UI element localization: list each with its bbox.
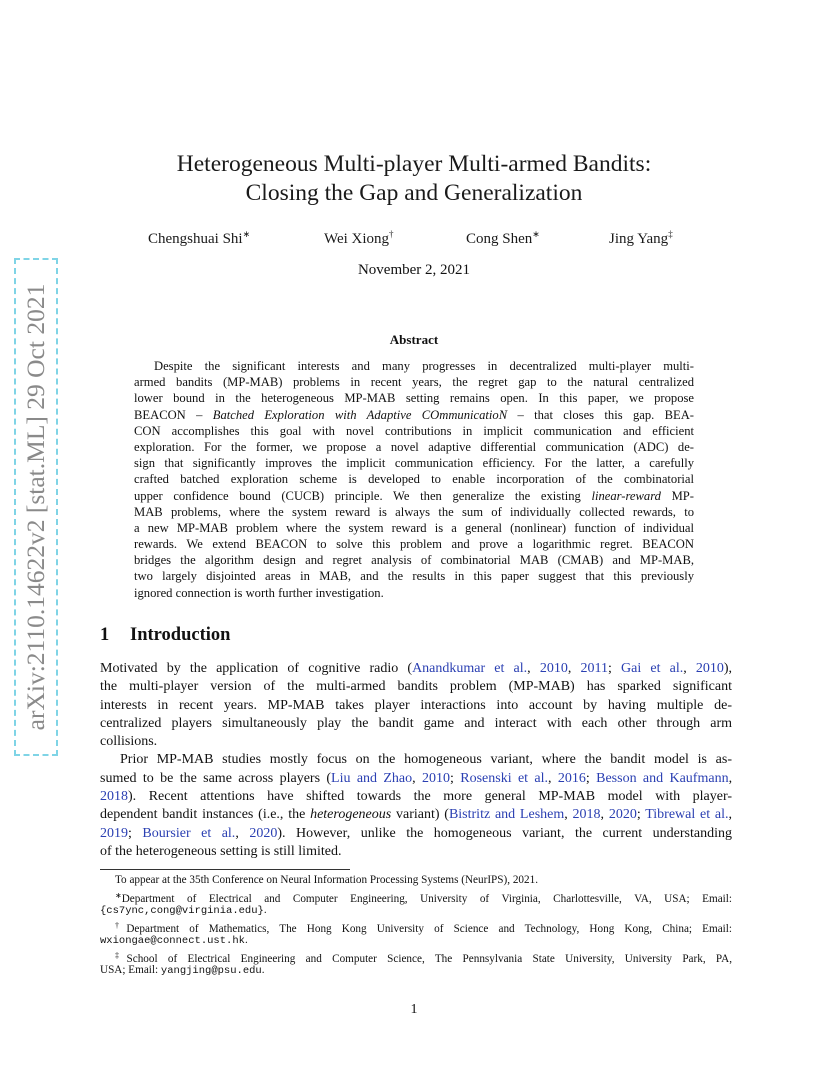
abstract-body — [134, 358, 694, 601]
citation-link[interactable]: 2010 — [422, 770, 451, 786]
abstract-line: sign that significantly improves the implicit communication efficiency. For the latter, a carefully — [134, 456, 694, 471]
abstract-line: crafted batched exploration scheme is developed to enable incorporation of the combinatorial — [134, 472, 694, 487]
intro-line: centralized players simultaneously play the bandit game and interact with each other through arm — [100, 715, 732, 731]
citation-link[interactable]: Anandkumar et al. — [412, 661, 528, 676]
emphasis: linear-reward — [591, 488, 661, 503]
footnote-1-email[interactable]: {cs7ync,cong@virginia.edu} — [100, 905, 264, 917]
emphasis: Batched Exploration with Adaptive COmmunicatioN — [212, 407, 508, 422]
footnote-1 — [100, 888, 732, 903]
abstract-line: CON accomplishes this goal with novel contributions in implicit communication and efficient — [134, 423, 694, 438]
author-3 — [466, 229, 540, 248]
footnote-venue: To appear at the 35th Conference on Neural Information Processing Systems (NeurIPS), 2021. — [115, 874, 538, 886]
author-mark: ∗ — [242, 229, 251, 239]
citation-link[interactable]: 2011 — [580, 661, 608, 676]
intro-line: the multi-player version of the multi-armed bandits problem (MP-MAB) has sparked significant — [100, 679, 732, 695]
author-2 — [324, 229, 394, 248]
introduction-body — [100, 660, 732, 861]
footnotes — [100, 873, 732, 978]
footnote-2 — [100, 918, 732, 933]
citation-link[interactable]: Besson and Kaufmann — [596, 770, 729, 786]
author-name: Cong Shen — [466, 231, 533, 247]
author-name: Wei Xiong — [324, 231, 390, 247]
title-line-2: Closing the Gap and Generalization — [245, 180, 583, 206]
citation-link[interactable]: Liu and Zhao — [331, 770, 413, 786]
author-4 — [609, 229, 673, 248]
footnote-2-email[interactable]: wxiongae@connect.ust.hk — [100, 935, 245, 947]
abstract-line: upper confidence bound (CUCB) principle. We then generalize the existing linear-reward MP- — [134, 488, 694, 503]
intro-line: Motivated by the application of cognitive radio (Anandkumar et al., 2010, 2011; Gai et al., 2010), — [100, 661, 733, 676]
abstract-line: ignored connection is worth further investigation. — [134, 585, 384, 600]
intro-line: 2018). Recent attentions have shifted towards the more general MP-MAB model with player- — [100, 789, 732, 805]
citation-link[interactable]: 2019 — [100, 825, 128, 841]
footnote-mark: † — [115, 921, 127, 930]
abstract-line: exploration. For the former, we propose a novel adaptive differential communication (ADC) de- — [134, 439, 694, 454]
author-mark: ∗ — [532, 229, 540, 239]
arxiv-stamp: arXiv:2110.14622v2 [stat.ML] 29 Oct 2021 — [21, 283, 50, 731]
abstract-line: two largely disjointed areas in MAB, and the results in this paper suggest that this previously — [134, 569, 694, 584]
emphasis: heterogeneous — [310, 807, 392, 823]
footnote-text: Department of Mathematics, The Hong Kong University of Science and Technology, Hong Kong, China; Email: — [126, 923, 732, 935]
paper-date: November 2, 2021 — [357, 262, 471, 278]
abstract-line: MAB problems, where the system reward is always the sum of individually collected rewards, to — [134, 504, 694, 519]
intro-line: Prior MP-MAB studies mostly focus on the homogeneous variant, where the bandit model is as- — [120, 752, 732, 768]
intro-line: sumed to be the same across players (Liu and Zhao, 2010; Rosenski et al., 2016; Besson and Kaufmann, — [100, 770, 733, 786]
abstract-line: bridges the algorithm design and regret analysis of combinatorial MAB (CMAB) and MP-MAB, — [134, 553, 694, 568]
footnote-3-email-line: USA; Email: yangjing@psu.edu. — [100, 964, 265, 977]
abstract-line: armed bandits (MP-MAB) problems in recent years, the regret gap to the natural centralized — [134, 375, 694, 390]
page-number: 1 — [410, 1002, 418, 1017]
citation-link[interactable]: Bistritz and Leshem — [448, 807, 565, 823]
citation-link[interactable]: 2010 — [539, 661, 568, 676]
citation-link[interactable]: Rosenski et al. — [460, 770, 549, 786]
author-name: Chengshuai Shi — [148, 231, 243, 247]
citation-link[interactable]: 2016 — [557, 770, 586, 786]
footnote-text: School of Electrical Engineering and Computer Science, The Pennsylvania State University, University Park, PA, — [126, 953, 733, 965]
abstract-heading: Abstract — [389, 332, 439, 347]
footnote-text: USA; Email: — [100, 964, 161, 976]
title-line-1: Heterogeneous Multi-player Multi-armed Bandits: — [176, 151, 652, 177]
intro-line: 2019; Boursier et al., 2020). However, unlike the homogeneous variant, the current understanding — [100, 825, 732, 841]
footnote-mark: ∗ — [115, 891, 122, 900]
footnote-3 — [100, 948, 732, 963]
paper-title — [120, 150, 708, 208]
abstract-line: BEACON – Batched Exploration with Adaptive COmmunicatioN – that closes this gap. BEA- — [134, 407, 694, 422]
section-title: Introduction — [130, 625, 231, 645]
footnote-3-email[interactable]: yangjing@psu.edu — [160, 965, 262, 977]
intro-line: of the heterogeneous setting is still limited. — [100, 843, 342, 859]
author-mark: † — [389, 229, 394, 239]
abstract-line: a new MP-MAB problem where the system reward is a general (nonlinear) function of individual — [134, 520, 694, 535]
footnote-2-email-line: wxiongae@connect.ust.hk. — [100, 934, 248, 947]
intro-line: dependent bandit instances (i.e., the heterogeneous variant) (Bistritz and Leshem, 2018, 2020; Tibrewal et al., — [100, 807, 733, 823]
citation-link[interactable]: 2018 — [100, 789, 128, 805]
author-1 — [148, 229, 250, 248]
author-mark: ‡ — [668, 229, 673, 239]
abstract-line: Despite the significant interests and many progresses in decentralized multi-player multi- — [154, 359, 694, 373]
citation-link[interactable]: Boursier et al. — [142, 825, 236, 841]
footnote-rule — [100, 869, 350, 870]
footnote-mark: ‡ — [115, 951, 127, 960]
citation-link[interactable]: 2010 — [695, 661, 724, 676]
footnote-1-email-line: {cs7ync,cong@virginia.edu}. — [100, 904, 267, 917]
citation-link[interactable]: Tibrewal et al. — [645, 807, 729, 823]
section-heading — [100, 625, 230, 646]
abstract-line: lower bound in the heterogeneous MP-MAB setting remains open. In this paper, we propose — [134, 391, 694, 406]
citation-link[interactable]: 2020 — [608, 807, 637, 823]
citation-link[interactable]: 2018 — [572, 807, 601, 823]
citation-link[interactable]: Gai et al. — [621, 661, 684, 676]
abstract-line: rewards. We extend BEACON to solve this problem and prove a logarithmic regret. BEACON — [134, 537, 694, 552]
section-number: 1 — [100, 625, 110, 645]
citation-link[interactable]: 2020 — [249, 825, 278, 841]
footnote-text: Department of Electrical and Computer Engineering, University of Virginia, Charlottesville, VA, USA; Email: — [121, 893, 732, 905]
intro-line: interests in recent years. MP-MAB takes player interactions into account by having multiple de- — [100, 697, 732, 713]
intro-line: collisions. — [100, 734, 158, 750]
author-name: Jing Yang — [609, 231, 669, 247]
